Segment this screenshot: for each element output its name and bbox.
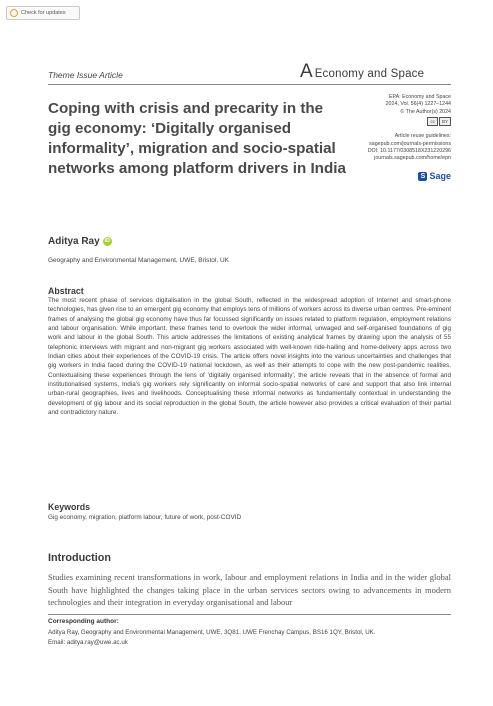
- abstract-text: The most recent phase of services digitalisation in the global South, reflected in the widespread adoption of Internet and smart-phone technologies, has given rise to an emergent gig economy that employs tens of millions of workers across its diverse urban centres. Pre-eminent frames of analysing the global gig economy have thus far focussed significantly on issues related to platform regulation, employment relations and labour organisation. While important, these frames tend to overlook the wider informal, unwaged and self-organised foundations of gig work and labour in the global South. This article addresses the limitations of existing analytical frames by drawing upon the analysis of 55 telephonic interviews with migrant and non-migrant gig workers associated with well-known ride-hailing and home-delivery apps across two Indian cities about their experiences of the COVID-19 crisis. The article offers novel insights into the various uncertainties and challenges that gig workers in India faced during the COVID-19 national lockdown, as well as their attempts to cope with the new post-pandemic realities. Contextualising these experiences through the lens of ‘digitally organised informality’, the article reveals that in the absence of formal and institutionalised systems, India’s gig workers rely significantly on informal socio-spatial networks of care and support that also link internal urban-rural geographies, lives and livelihoods. Conceptualising these informal networks as fundamentally contextual in understanding the development of gig labour and its social reproduction in the global South, the article however also provides a critical evaluation of their partial and contradictory nature.: [48, 297, 451, 417]
- author-line: [48, 236, 112, 247]
- article-title: Coping with crisis and precarity in the gig economy: ‘Digitally organised informality’, migration and socio-spatial networks among platform drivers in India: [48, 100, 346, 177]
- cc-by-mark: BY: [439, 117, 451, 126]
- meta-permissions-link[interactable]: sagepub.com/journals-permissions: [369, 140, 451, 147]
- cc-license-icon[interactable]: [427, 117, 451, 126]
- publisher-logo: [418, 171, 451, 181]
- journal-logo-letter: A: [300, 61, 313, 82]
- introduction-heading: Introduction: [48, 552, 111, 564]
- corresponding-author-email[interactable]: Email: aditya.ray@uwe.ac.uk: [48, 639, 128, 646]
- abstract-heading: Abstract: [48, 286, 84, 296]
- author-affiliation: Geography and Environmental Management, UWE, Bristol, UK: [48, 257, 230, 264]
- author-name: Aditya Ray: [48, 236, 100, 247]
- cc-mark: cc: [427, 117, 438, 126]
- keywords-heading: Keywords: [48, 502, 91, 512]
- meta-homepage-link[interactable]: journals.sagepub.com/home/epn: [374, 155, 451, 162]
- introduction-text: Studies examining recent transformations in work, labour and employment relations in India and in the wider global South have highlighted the changes taking place in the urban services sectors owing to advancements in modern technologies and their integration in everyday organisational and labour: [48, 572, 451, 607]
- meta-reuse-guidelines: Article reuse guidelines:: [394, 133, 451, 140]
- publisher-name: Sage: [429, 171, 451, 181]
- orcid-icon[interactable]: iD: [104, 238, 110, 244]
- journal-name: Economy and Space: [314, 68, 425, 80]
- check-for-updates-label: Check for updates: [21, 10, 66, 16]
- meta-citation: 2024, Vol. 56(4) 1227–1244: [385, 101, 451, 108]
- article-type: Theme Issue Article: [48, 70, 123, 80]
- corresponding-author-address: Aditya Ray, Geography and Environmental Management, UWE, 3Q81, UWE Frenchay Campus, BS16 1QY, Bristol, UK.: [48, 629, 376, 636]
- header-divider: [48, 84, 451, 85]
- meta-copyright: © The Author(s) 2024: [400, 108, 451, 115]
- meta-doi[interactable]: DOI: 10.1177/0308518X231220296: [367, 148, 451, 155]
- corresponding-author-heading: Corresponding author:: [48, 618, 119, 625]
- refresh-icon: [10, 9, 18, 17]
- article-metadata: [300, 94, 451, 163]
- sage-icon: S: [418, 172, 427, 181]
- meta-journal: EPA: Economy and Space: [388, 94, 451, 100]
- footnote-divider: [48, 614, 451, 615]
- check-for-updates-badge[interactable]: [6, 6, 80, 20]
- keywords-text: Gig economy, migration, platform labour, future of work, post-COVID: [48, 514, 242, 521]
- journal-logo: [300, 62, 424, 81]
